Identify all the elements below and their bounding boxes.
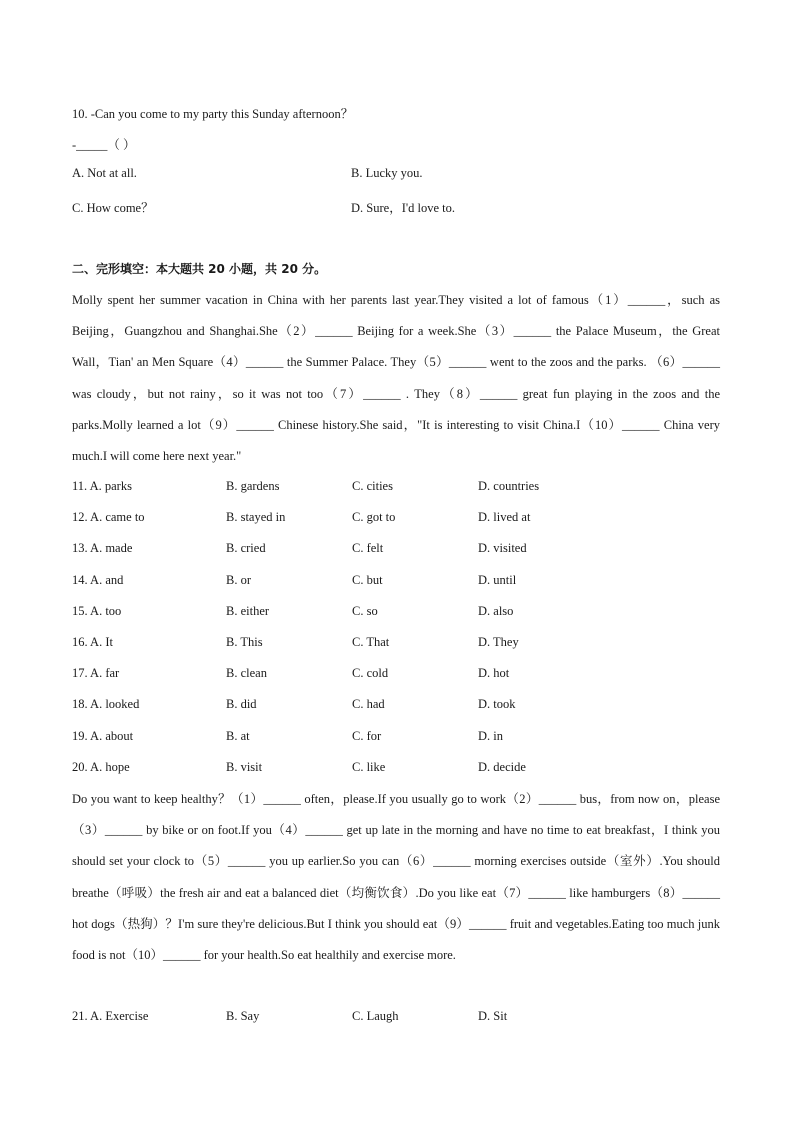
question-row (72, 541, 722, 561)
option-c: C. That (352, 635, 390, 649)
option-c: C. had (352, 697, 385, 712)
option-c: C. so (352, 603, 378, 618)
option-b: B. either (226, 603, 270, 618)
option-c: C. for (352, 728, 382, 743)
question-row (72, 1009, 722, 1029)
question-number-option-a: 17. A. far (72, 666, 120, 681)
option-b: B. Say (226, 1009, 260, 1023)
option-c: C. cold (352, 666, 389, 681)
option-b: B. or (226, 572, 251, 587)
option-d: D. They (478, 635, 519, 649)
option-b: B. This (226, 635, 263, 649)
question-number-option-a: 18. A. looked (72, 697, 140, 712)
cloze-passage-1: Molly spent her summer vacation in China with her parents last year.They visited a lot of famous（1）______，such as Beijing，Guangzhou and Shanghai.She（2）______ Beijing for a week.She（3）______ the Palace Museum，the Great Wall，Tian' an Men Square（4）______ the Summer Palace. They（5）______ went to the zoos and the parks. （6）______ was cloudy，but not rainy，so it was not too（7）______ . They（8）______ great fun playing in the zoos and the parks.Molly learned a lot（9）______ Chinese history.She said，"It is interesting to visit China.I（10）______ China very much.I will come here next year." (72, 293, 720, 464)
answer-line: -_____（ ） (72, 138, 136, 152)
section-heading: 二、完形填空：本大题共 20 小题，共 20 分。 (72, 262, 327, 276)
question-number-option-a: 16. A. It (72, 635, 113, 649)
option-b: B. gardens (226, 479, 280, 493)
option-d: D. lived at (478, 510, 531, 525)
option-d: D. took (478, 697, 516, 712)
option-c: C. felt (352, 541, 384, 556)
question-row (72, 666, 722, 686)
option-c: C. got to (352, 510, 396, 525)
question-10: 10. -Can you come to my party this Sunday afternoon？ (72, 107, 354, 121)
option-d: D. visited (478, 541, 527, 556)
question-row (72, 479, 722, 499)
option-b: B. stayed in (226, 510, 286, 525)
option-b: B. did (226, 697, 257, 712)
option-d: D. until (478, 572, 517, 587)
question-row (72, 604, 722, 624)
option-d: D. Sit (478, 1009, 508, 1023)
option-d: D. Sure，I'd love to. (351, 201, 455, 215)
option-a: A. Not at all. (72, 166, 137, 180)
option-d: D. in (478, 728, 503, 743)
question-row (72, 635, 722, 655)
cloze-passage-2: Do you want to keep healthy？（1）______ often，please.If you usually go to work（2）______ bus，from now on，please（3）______ by bike or on foot.If you（4）______ get up late in the morning and have no time to eat breakfast，I think you should set your clock to（5）______ you up earlier.So you can（6）______ morning exercises outside（室外）.You should breathe（呼吸）the fresh air and eat a balanced diet（均衡饮食）.Do you like eat（7）______ like hamburgers（8）______ hot dogs（热狗）？I'm sure they're delicious.But I think you should eat（9）______ fruit and vegetables.Eating too much junk food is not（10）______ for your health.So eat healthily and exercise more. (72, 792, 720, 963)
question-number-option-a: 14. A. and (72, 572, 124, 587)
option-c: C. Laugh (352, 1009, 399, 1023)
question-row (72, 510, 722, 530)
question-number-option-a: 15. A. too (72, 603, 122, 618)
option-b: B. Lucky you. (351, 166, 423, 180)
option-d: D. countries (478, 479, 540, 493)
question-number-option-a: 20. A. hope (72, 759, 130, 774)
option-d: D. also (478, 603, 514, 618)
option-b: B. clean (226, 666, 267, 681)
option-c: C. cities (352, 479, 393, 493)
option-b: B. visit (226, 759, 263, 774)
question-row (72, 729, 722, 749)
question-number-option-a: 13. A. made (72, 541, 133, 556)
option-c: C. How come？ (72, 201, 154, 215)
option-d: D. hot (478, 666, 510, 681)
option-c: C. like (352, 759, 386, 774)
question-row (72, 760, 722, 780)
question-number-option-a: 19. A. about (72, 728, 134, 743)
option-d: D. decide (478, 759, 526, 774)
option-b: B. cried (226, 541, 266, 556)
question-number-option-a: 11. A. parks (72, 479, 132, 493)
question-number-option-a: 21. A. Exercise (72, 1009, 149, 1023)
question-row (72, 697, 722, 717)
option-c: C. but (352, 572, 383, 587)
question-row (72, 573, 722, 593)
option-b: B. at (226, 728, 250, 743)
question-number-option-a: 12. A. came to (72, 510, 145, 525)
